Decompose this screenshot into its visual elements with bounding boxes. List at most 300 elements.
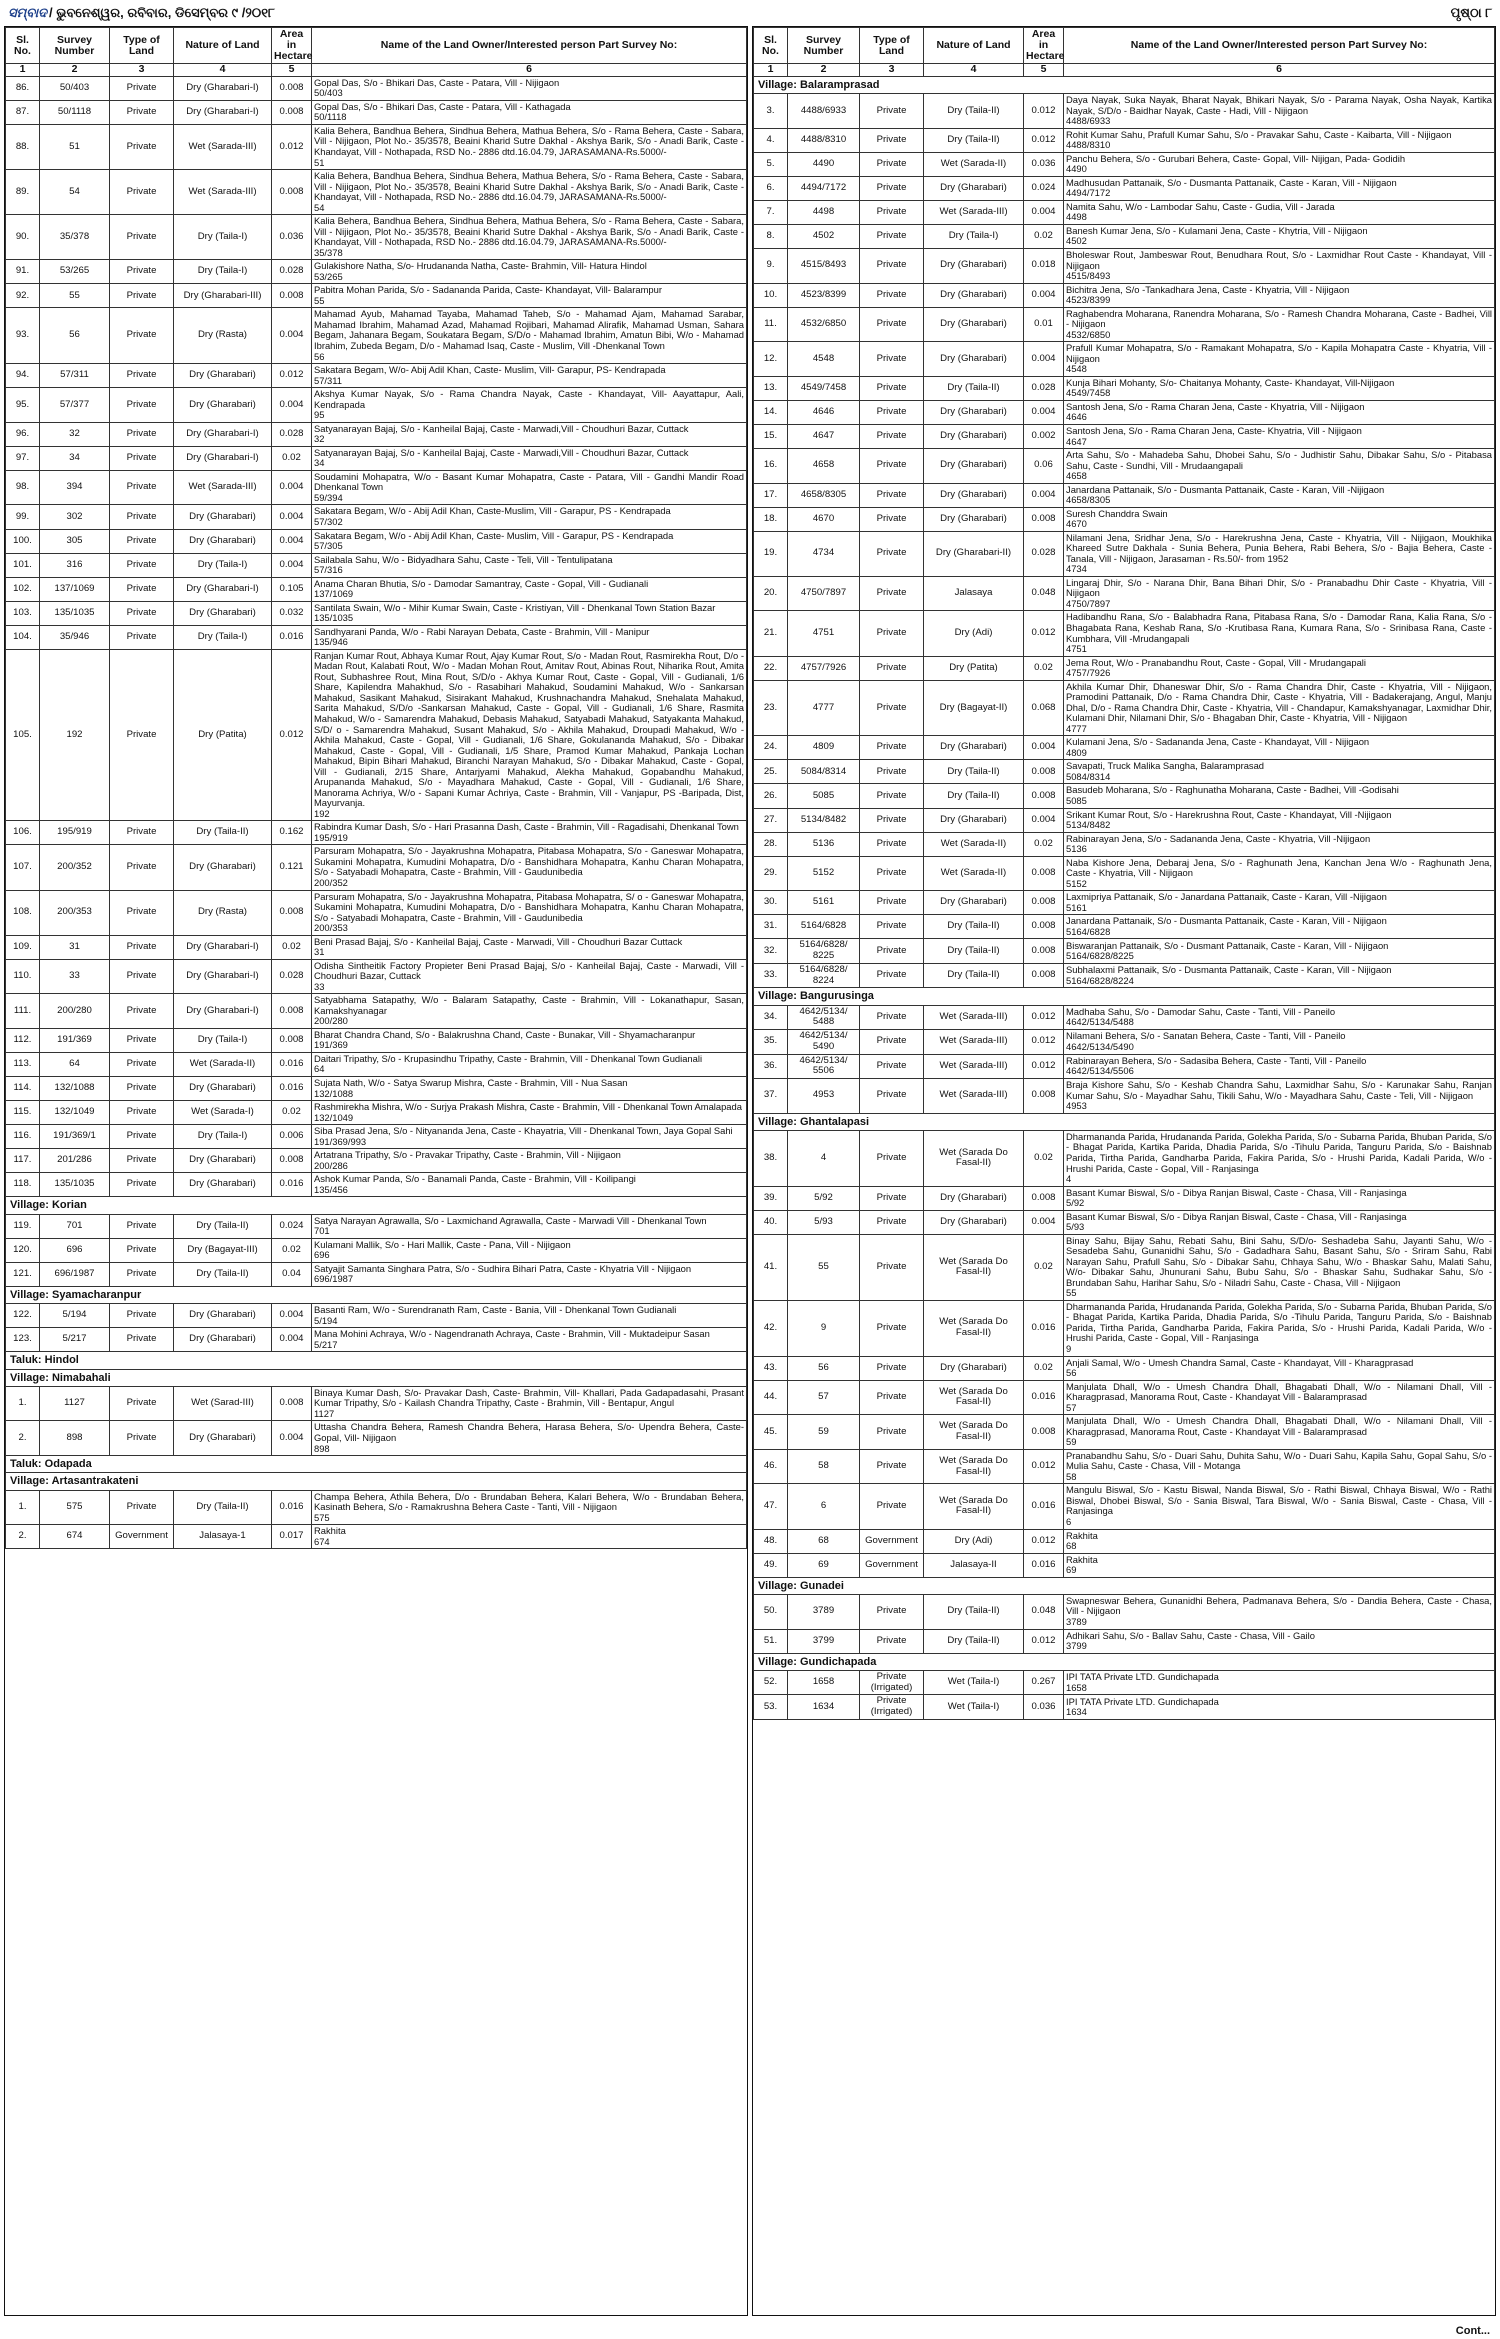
area-cell: 0.012 <box>1024 128 1064 152</box>
area-cell: 0.028 <box>272 959 312 994</box>
type-cell: Private <box>860 939 924 963</box>
area-cell: 0.02 <box>272 1238 312 1262</box>
survey-cell: 1127 <box>40 1386 110 1421</box>
area-cell: 0.008 <box>272 170 312 215</box>
area-cell: 0.02 <box>1024 1130 1064 1186</box>
right-column <box>752 26 1496 2316</box>
nature-cell: Dry (Taila-I) <box>924 224 1024 248</box>
part-survey-number: 5136 <box>1066 843 1087 855</box>
owner-name: Rakhita <box>1066 1529 1098 1541</box>
survey-cell: 4642/5134/ 5490 <box>788 1030 860 1054</box>
part-survey-number: 69 <box>1066 1564 1077 1576</box>
part-survey-number: 4532/6850 <box>1066 328 1111 340</box>
owner-cell <box>312 422 747 446</box>
type-cell: Private <box>860 342 924 377</box>
area-cell: 0.004 <box>272 388 312 423</box>
owner-name: Akhila Kumar Dhir, Dhaneswar Dhir, S/o - Rama Chandra Dhir, Caste - Khyatria, Vill - Nijigaon, Pramodini Pattanaik, D/o - Rama Chandra Dhir, Caste - Khyatria, Vill - Badakerajang, Angul, Manju Dhal, D/o - Rama Chandra Dhir, Caste - Khyatria, Vill - Chandapur, Kamakshyanagar, Laxmidhar Dhir, Kulamani Dhir, Nilamani Dhir, S/o - Bhagaban Dhir, Caste - Khyatria, Vill - Nijigaon <box>1066 680 1492 724</box>
type-cell: Private <box>860 1594 924 1629</box>
area-cell: 0.012 <box>1024 1005 1064 1029</box>
owner-cell <box>312 1149 747 1173</box>
part-survey-number: 5084/8314 <box>1066 770 1111 782</box>
nature-cell: Wet (Sarada Do Fasal-II) <box>924 1380 1024 1415</box>
section-heading: Village: Bangurusinga <box>754 988 1495 1005</box>
owner-cell <box>312 1101 747 1125</box>
survey-cell: 64 <box>40 1052 110 1076</box>
part-survey-number: 200/352 <box>314 876 348 888</box>
table-row <box>754 1356 1495 1380</box>
area-cell: 0.016 <box>272 1052 312 1076</box>
type-cell: Private <box>110 124 174 169</box>
area-cell: 0.004 <box>272 1304 312 1328</box>
header-type: Type of Land <box>860 28 924 64</box>
sl-cell: 94. <box>6 364 40 388</box>
sl-cell: 36. <box>754 1054 788 1078</box>
col-num: 3 <box>110 64 174 77</box>
owner-name: Madhaba Sahu, S/o - Damodar Sahu, Caste - Tanti, Vill - Paneilo <box>1066 1005 1336 1017</box>
page-header <box>8 2 1492 24</box>
nature-cell: Wet (Sarada-II) <box>174 1052 272 1076</box>
owner-name: Anjali Samal, W/o - Umesh Chandra Samal, Caste - Khandayat, Vill - Kharagprasad <box>1066 1356 1414 1368</box>
area-cell: 0.04 <box>272 1262 312 1286</box>
nature-cell: Dry (Taila-II) <box>174 1262 272 1286</box>
nature-cell: Dry (Taila-II) <box>924 128 1024 152</box>
type-cell: Private <box>110 284 174 308</box>
part-survey-number: 5164/6828/8224 <box>1066 974 1134 986</box>
part-survey-number: 57/316 <box>314 564 343 576</box>
owner-name: Madhusudan Pattanaik, S/o - Dusmanta Pattanaik, Caste - Karan, Vill - Nijigaon <box>1066 176 1397 188</box>
section-heading-row <box>6 1473 747 1490</box>
owner-name: Banesh Kumar Jena, S/o - Kulamani Jena, Caste - Khytria, Vill - Nijigaon <box>1066 224 1368 236</box>
survey-cell: 5/194 <box>40 1304 110 1328</box>
owner-name: Rabinarayan Jena, S/o - Sadananda Jena, Caste - Khyatria, Vill -Nijigaon <box>1066 832 1371 844</box>
sl-cell: 87. <box>6 100 40 124</box>
type-cell: Private <box>110 1238 174 1262</box>
area-cell: 0.028 <box>1024 531 1064 576</box>
owner-name: Ranjan Kumar Rout, Abhaya Kumar Rout, Ajay Kumar Rout, S/o - Madan Rout, Rasmirekha Rout, D/o - Madan Rout, Kalabati Rout, W/o - Madan Mohan Rout, Amitav Rout, Abinas Rout, Niharika Rout, Amita Rout, Subhashree Rout, Mina Rout, S/D/o - Akhya Kumar Rout, Caste - Gopal, Vill - Gudianali, 1/6 Share, Kapilendra Mahakhud, S/o - Rasabihari Mahakud, Soudamini Mahakud, W/o - Sankarsan Mahakud, Sasikant Mahakud, Sisirakant Mahakud, Krushnachandra Mahakud, Snehalata Mahakud, Sarita Mahakud, S/D/o -Sankarsan Mahakud, Caste - Gopal, Vill - Gudianali, 1/6 Share, Rasmita Mahakud, W/o - Samarendra Mahakud, Debasis Mahakud, Satyabadi Mahakud, Satyakanta Mahakud, S/D/ o - Samarendra Mahakud, Susant Mahakud, S/o - Akhila Mahakud, Droupadi Mahakud, W/o - Akhila Mahakud, Caste - Gopal, Vill - Gudianali, 1/6 Share, Gokulananda Mahakud, S/o - Dibakar Mahakud, Caste - Gopal, Vill - Gudianali, 1/5 Share, Pramod Kumar Mahakud, Pankaja Lochan Mahakud, Bipin Bihari Mahakud, Biranchi Narayan Mahakud, S/o - Dibakar Mahakud, Caste - Gopal, Vill - Gudianali, 2/15 Share, Antarjyami Mahakud, Alekha Mahakud, Gopabandhu Mahakud, Arupananda Mahakud, S/o - Mayadhara Mahakud, Caste - Gopal, Vill - Gudianali, 1/6 Share, Manorama Achriya, W/o - Sapani Kumar Achriya, Caste - Brahmin, Vill - Vanjapur, PS -Baripada, Dist, Mayurvanja. <box>314 649 744 809</box>
part-survey-number: 132/1088 <box>314 1087 354 1099</box>
part-survey-number: 33 <box>314 980 325 992</box>
owner-cell <box>312 1490 747 1525</box>
survey-cell: 4750/7897 <box>788 576 860 611</box>
owner-name: Manjulata Dhall, W/o - Umesh Chandra Dhall, Bhagabati Dhall, W/o - Nilamani Dhall, Vill - Kharagprasad, Manorama Rout, Caste - Khandayat Vill - Balaramprasad <box>1066 1380 1492 1403</box>
part-survey-number: 4658 <box>1066 470 1087 482</box>
sl-cell: 105. <box>6 649 40 821</box>
table-row <box>6 649 747 821</box>
owner-cell <box>312 446 747 470</box>
area-cell: 0.267 <box>1024 1670 1064 1694</box>
part-survey-number: 4647 <box>1066 435 1087 447</box>
survey-cell: 4646 <box>788 400 860 424</box>
sl-cell: 38. <box>754 1130 788 1186</box>
sl-cell: 43. <box>754 1356 788 1380</box>
sl-cell: 110. <box>6 959 40 994</box>
part-survey-number: 191/369/993 <box>314 1135 367 1147</box>
owner-name: IPI TATA Private LTD. Gundichapada <box>1066 1695 1219 1707</box>
owner-cell <box>1064 1186 1495 1210</box>
owner-cell <box>1064 1030 1495 1054</box>
nature-cell: Dry (Taila-II) <box>924 784 1024 808</box>
table-row <box>754 424 1495 448</box>
type-cell: Private <box>110 1125 174 1149</box>
survey-cell: 50/403 <box>40 76 110 100</box>
part-survey-number: 5161 <box>1066 901 1087 913</box>
sl-cell: 39. <box>754 1186 788 1210</box>
type-cell: Private <box>860 760 924 784</box>
section-heading: Village: Syamacharanpur <box>6 1286 747 1303</box>
owner-cell <box>1064 1629 1495 1653</box>
survey-cell: 4490 <box>788 152 860 176</box>
table-row <box>754 1380 1495 1415</box>
area-cell: 0.016 <box>272 1490 312 1525</box>
part-survey-number: 4809 <box>1066 746 1087 758</box>
part-survey-number: 57 <box>1066 1401 1077 1413</box>
owner-name: Jema Rout, W/o - Pranabandhu Rout, Caste - Gopal, Vill - Mrudangapali <box>1066 656 1366 668</box>
sl-cell: 122. <box>6 1304 40 1328</box>
page-number: ପୃଷ୍ଠା ୮ <box>1450 5 1492 20</box>
sl-cell: 3. <box>754 94 788 129</box>
table-row <box>6 959 747 994</box>
nature-cell: Dry (Taila-II) <box>924 963 1024 987</box>
owner-cell <box>1064 531 1495 576</box>
part-survey-number: 701 <box>314 1225 330 1237</box>
area-cell: 0.016 <box>1024 1553 1064 1577</box>
table-row <box>6 308 747 364</box>
header-name: Name of the Land Owner/Interested person Part Survey No: <box>312 28 747 64</box>
part-survey-number: 32 <box>314 433 325 445</box>
area-cell: 0.036 <box>272 215 312 260</box>
survey-cell: 5/217 <box>40 1328 110 1352</box>
type-cell: Private <box>860 576 924 611</box>
nature-cell: Wet (Sarada-III) <box>174 170 272 215</box>
survey-cell: 57/377 <box>40 388 110 423</box>
area-cell: 0.012 <box>272 649 312 821</box>
survey-cell: 195/919 <box>40 821 110 845</box>
part-survey-number: 200/286 <box>314 1159 348 1171</box>
type-cell: Government <box>860 1553 924 1577</box>
table-row <box>754 483 1495 507</box>
nature-cell: Dry (Patita) <box>924 656 1024 680</box>
nature-cell: Jalasaya-1 <box>174 1525 272 1549</box>
survey-cell: 696/1987 <box>40 1262 110 1286</box>
column-number-row <box>754 64 1495 77</box>
table-row <box>754 963 1495 987</box>
survey-cell: 135/1035 <box>40 601 110 625</box>
owner-name: Binaya Kumar Dash, S/o- Pravakar Dash, Caste- Brahmin, Vill- Khallari, Pada Gadapadasahi, Prasant Kumar Tripathy, S/o - Kailash Chandra Tripathy, Caste - Brahmin, Vill - Bentapur, Angul <box>314 1386 744 1409</box>
survey-cell: 5161 <box>788 891 860 915</box>
owner-name: Rakhita <box>1066 1553 1098 1565</box>
owner-cell <box>1064 1356 1495 1380</box>
table-row <box>6 170 747 215</box>
table-row <box>754 307 1495 342</box>
type-cell: Private <box>860 531 924 576</box>
sl-cell: 112. <box>6 1028 40 1052</box>
part-survey-number: 56 <box>1066 1367 1077 1379</box>
sl-cell: 14. <box>754 400 788 424</box>
owner-cell <box>312 284 747 308</box>
owner-cell <box>312 959 747 994</box>
part-survey-number: 4523/8399 <box>1066 294 1111 306</box>
table-row <box>754 1670 1495 1694</box>
sl-cell: 32. <box>754 939 788 963</box>
nature-cell: Dry (Bagayat-II) <box>924 680 1024 736</box>
sl-cell: 7. <box>754 200 788 224</box>
area-cell: 0.02 <box>1024 1234 1064 1300</box>
area-cell: 0.004 <box>272 553 312 577</box>
col-num: 3 <box>860 64 924 77</box>
type-cell: Private <box>860 1234 924 1300</box>
part-survey-number: 4515/8493 <box>1066 270 1111 282</box>
survey-cell: 3799 <box>788 1629 860 1653</box>
part-survey-number: 4490 <box>1066 163 1087 175</box>
area-cell: 0.004 <box>272 505 312 529</box>
type-cell: Private <box>110 446 174 470</box>
type-cell: Government <box>110 1525 174 1549</box>
survey-cell: 200/280 <box>40 994 110 1029</box>
type-cell: Private <box>110 170 174 215</box>
survey-cell: 316 <box>40 553 110 577</box>
sl-cell: 44. <box>754 1380 788 1415</box>
section-heading-row <box>6 1286 747 1303</box>
nature-cell: Dry (Gharabari-III) <box>174 284 272 308</box>
part-survey-number: 135/1035 <box>314 612 354 624</box>
part-survey-number: 696 <box>314 1249 330 1261</box>
table-row <box>754 611 1495 656</box>
nature-cell: Wet (Sarada Do Fasal-II) <box>924 1449 1024 1484</box>
owner-cell <box>312 215 747 260</box>
sl-cell: 117. <box>6 1149 40 1173</box>
part-survey-number: 5164/6828 <box>1066 925 1111 937</box>
area-cell: 0.004 <box>1024 200 1064 224</box>
part-survey-number: 135/946 <box>314 636 348 648</box>
owner-name: Parsuram Mohapatra, S/o - Jayakrushna Mohapatra, Pitabasa Mohapatra, S/ o - Ganeswar Mohapatra, Sukamini Mohapatra, Kumudini Mohapatra, D/o - Banshidhara Mohapatra, Kanhu Charan Mohapatra, S/o - Satyabadi Mohapatra, Caste - Brahmin, Vill - Gaudunibedia <box>314 890 744 923</box>
survey-cell: 4658/8305 <box>788 483 860 507</box>
nature-cell: Wet (Sarad-III) <box>174 1386 272 1421</box>
owner-name: Rabinarayan Behera, S/o - Sadasiba Behera, Caste - Tanti, Vill - Paneilo <box>1066 1054 1367 1066</box>
area-cell: 0.121 <box>272 845 312 890</box>
part-survey-number: 898 <box>314 1442 330 1454</box>
type-cell: Government <box>860 1529 924 1553</box>
type-cell: Private <box>860 1380 924 1415</box>
nature-cell: Dry (Bagayat-III) <box>174 1238 272 1262</box>
type-cell: Private <box>860 376 924 400</box>
nature-cell: Dry (Gharabari) <box>924 176 1024 200</box>
nature-cell: Dry (Gharabari) <box>924 891 1024 915</box>
part-survey-number: 200/353 <box>314 922 348 934</box>
sl-cell: 31. <box>754 915 788 939</box>
type-cell: Private <box>110 890 174 935</box>
part-survey-number: 3799 <box>1066 1640 1087 1652</box>
type-cell: Private <box>860 200 924 224</box>
survey-cell: 1634 <box>788 1695 860 1719</box>
col-num: 5 <box>1024 64 1064 77</box>
owner-name: Nilamani Jena, Sridhar Jena, S/o - Harekrushna Jena, Caste - Khyatria, Vill - Nijigaon, Moukhika Khareed Sutre Dakhala - Sunia Behera, Punia Behera, Rabi Behera, S/o - Bajia Behera, Caste - Tanala, Vill - Nijigaon, Jarasaman - Rs.50/- from 1952 <box>1066 531 1492 564</box>
sl-cell: 90. <box>6 215 40 260</box>
header-survey: Survey Number <box>40 28 110 64</box>
header-area: Area in Hectare <box>1024 28 1064 64</box>
owner-name: Parsuram Mohapatra, S/o - Jayakrushna Mohapatra, Pitabasa Mohapatra, S/o - Ganeswar Mohapatra, Sukamini Mohapatra, Kumudini Mohapatra, D/o - Banshidhara Mohapatra, Kanhu Charan Mohapatra, S/o - Satyabadi Mohapatra, Caste - Brahmin, Vill - Gaudunibedia <box>314 845 744 878</box>
survey-cell: 701 <box>40 1214 110 1238</box>
table-row <box>6 1262 747 1286</box>
area-cell: 0.004 <box>1024 400 1064 424</box>
survey-cell: 35/946 <box>40 625 110 649</box>
type-cell: Private <box>110 1304 174 1328</box>
type-cell: Private <box>110 935 174 959</box>
table-row <box>6 1052 747 1076</box>
part-survey-number: 674 <box>314 1535 330 1547</box>
sl-cell: 52. <box>754 1670 788 1694</box>
owner-cell <box>1064 307 1495 342</box>
owner-name: Satyanarayan Bajaj, S/o - Kanheilal Bajaj, Caste - Marwadi,Vill - Choudhuri Bazar, Cuttack <box>314 446 689 458</box>
sl-cell: 49. <box>754 1553 788 1577</box>
area-cell: 0.008 <box>1024 507 1064 531</box>
part-survey-number: 4642/5134/5488 <box>1066 1016 1134 1028</box>
survey-cell: 132/1049 <box>40 1101 110 1125</box>
owner-cell <box>1064 784 1495 808</box>
nature-cell: Dry (Gharabari) <box>174 1077 272 1101</box>
owner-name: Daya Nayak, Suka Nayak, Bharat Nayak, Bhikari Nayak, S/o - Parama Nayak, Osha Nayak, Kartika Nayak, S/D/o - Baidhar Nayak, Caste - Hadi, Vill - Nijigaon <box>1066 94 1492 116</box>
owner-cell <box>1064 760 1495 784</box>
table-row <box>6 601 747 625</box>
area-cell: 0.006 <box>272 1125 312 1149</box>
owner-name: Sailabala Sahu, W/o - Bidyadhara Sahu, Caste - Teli, Vill - Tentulipatana <box>314 553 613 565</box>
owner-cell <box>312 1028 747 1052</box>
owner-name: Laxmipriya Pattanaik, S/o - Janardana Pattanaik, Caste - Karan, Vill -Nijigaon <box>1066 891 1387 903</box>
owner-cell <box>312 625 747 649</box>
table-row <box>6 1238 747 1262</box>
sl-cell: 92. <box>6 284 40 308</box>
survey-cell: 4488/6933 <box>788 94 860 129</box>
area-cell: 0.012 <box>272 124 312 169</box>
table-row <box>754 1030 1495 1054</box>
area-cell: 0.004 <box>1024 736 1064 760</box>
survey-cell: 57 <box>788 1380 860 1415</box>
area-cell: 0.008 <box>1024 891 1064 915</box>
type-cell: Private <box>860 1005 924 1029</box>
owner-name: Kalia Behera, Bandhua Behera, Sindhua Behera, Mathua Behera, S/o - Rama Behera, Caste - Sabara, Vill - Nijigaon, Plot No.- 35/3578, Beaini Kharid Sutre Dakhal - Akshya Barik, S/o - Anadi Barik, Caste - Khandayat, Vill - Nothapada, RSD No.- 2886 dtd.16.04.79, JARASAMANA-Rs.5000/- <box>314 124 744 157</box>
owner-name: Kunja Bihari Mohanty, S/o- Chaitanya Mohanty, Caste- Khandayat, Vill-Nijigaon <box>1066 376 1395 388</box>
owner-cell <box>312 470 747 505</box>
part-survey-number: 55 <box>1066 1287 1077 1299</box>
table-row <box>6 1125 747 1149</box>
land-table-left <box>5 27 747 1549</box>
table-row <box>6 260 747 284</box>
type-cell: Private <box>110 577 174 601</box>
table-row <box>754 1529 1495 1553</box>
sl-cell: 13. <box>754 376 788 400</box>
table-row <box>754 1079 1495 1114</box>
owner-cell <box>1064 249 1495 284</box>
area-cell: 0.06 <box>1024 449 1064 484</box>
sl-cell: 5. <box>754 152 788 176</box>
owner-cell <box>1064 1130 1495 1186</box>
table-row <box>6 422 747 446</box>
owner-cell <box>1064 1079 1495 1114</box>
survey-cell: 51 <box>40 124 110 169</box>
owner-name: Dharmananda Parida, Hrudananda Parida, Golekha Parida, S/o - Subarna Parida, Bhuban Parida, S/o - Bhagat Parida, Kartika Parida, Dhadia Parida, S/o -Tihulu Parida, Tanguru Parida, S/o - Baishnab Parida, Tirtha Parida, Gandharba Parida, Fakira Parida, S/o - Hrushi Parida, Kadali Parida, W/o - Hrushi Parida, Caste - Gopal, Vill - Ranjasinga <box>1066 1300 1492 1344</box>
owner-name: Santosh Jena, S/o - Rama Charan Jena, Caste - Khyatria, Vill - Nijigaon <box>1066 400 1365 412</box>
table-row <box>754 1054 1495 1078</box>
type-cell: Private <box>860 1030 924 1054</box>
owner-cell <box>312 1052 747 1076</box>
owner-cell <box>1064 449 1495 484</box>
sl-cell: 22. <box>754 656 788 680</box>
table-row <box>6 505 747 529</box>
area-cell: 0.008 <box>1024 963 1064 987</box>
sl-cell: 104. <box>6 625 40 649</box>
owner-name: Subhalaxmi Pattanaik, S/o - Dusmanta Pattanaik, Caste - Karan, Vill - Nijigaon <box>1066 964 1392 976</box>
col-num: 1 <box>754 64 788 77</box>
table-row <box>754 1629 1495 1653</box>
owner-cell <box>1064 1300 1495 1356</box>
owner-cell <box>1064 94 1495 129</box>
owner-name: Savapati, Truck Malika Sangha, Balaramprasad <box>1066 760 1265 772</box>
owner-cell <box>1064 200 1495 224</box>
part-survey-number: 51 <box>314 156 325 168</box>
owner-cell <box>312 577 747 601</box>
survey-cell: 4494/7172 <box>788 176 860 200</box>
owner-name: Pranabandhu Sahu, S/o - Duari Sahu, Duhita Sahu, W/o - Duari Sahu, Kapila Sahu, Gopal Sahu, S/o - Mulia Sahu, Caste - Chasa, Vill - Motanga <box>1066 1449 1492 1472</box>
nature-cell: Dry (Gharabari) <box>924 507 1024 531</box>
area-cell: 0.008 <box>1024 1079 1064 1114</box>
part-survey-number: 4750/7897 <box>1066 597 1111 609</box>
owner-name: Sandhyarani Panda, W/o - Rabi Narayan Debata, Caste - Brahmin, Vill - Manipur <box>314 625 650 637</box>
survey-cell: 31 <box>40 935 110 959</box>
owner-cell <box>1064 1553 1495 1577</box>
owner-cell <box>312 821 747 845</box>
part-survey-number: 4 <box>1066 1173 1072 1185</box>
type-cell: Private (Irrigated) <box>860 1670 924 1694</box>
table-row <box>6 1386 747 1421</box>
area-cell: 0.012 <box>272 364 312 388</box>
owner-cell <box>312 505 747 529</box>
sl-cell: 2. <box>6 1421 40 1456</box>
owner-name: Soudamini Mohapatra, W/o - Basant Kumar Mohapatra, Caste - Patara, Vill - Gandhi Mandir Road Dhenkanal Town <box>314 470 744 493</box>
owner-cell <box>312 364 747 388</box>
sl-cell: 47. <box>754 1484 788 1529</box>
part-survey-number: 4488/8310 <box>1066 139 1111 151</box>
area-cell: 0.008 <box>1024 856 1064 891</box>
table-row <box>754 1005 1495 1029</box>
nature-cell: Wet (Taila-I) <box>924 1670 1024 1694</box>
type-cell: Private <box>860 400 924 424</box>
table-row <box>6 1173 747 1197</box>
owner-cell <box>1064 1234 1495 1300</box>
area-cell: 0.012 <box>1024 1030 1064 1054</box>
part-survey-number: 6 <box>1066 1515 1072 1527</box>
owner-cell <box>1064 1210 1495 1234</box>
part-survey-number: 50/403 <box>314 87 343 99</box>
owner-cell <box>1064 1670 1495 1694</box>
survey-cell: 35/378 <box>40 215 110 260</box>
table-row <box>754 283 1495 307</box>
owner-name: Kulamani Mallik, S/o - Hari Mallik, Caste - Pana, Vill - Nijigaon <box>314 1238 571 1250</box>
sl-cell: 25. <box>754 760 788 784</box>
type-cell: Private <box>110 1262 174 1286</box>
table-row <box>6 76 747 100</box>
owner-cell <box>312 994 747 1029</box>
owner-name: Nilamani Behera, S/o - Sanatan Behera, Caste - Tanti, Vill - Paneilo <box>1066 1030 1346 1042</box>
survey-cell: 57/311 <box>40 364 110 388</box>
owner-cell <box>1064 736 1495 760</box>
header-sl: Sl. No. <box>754 28 788 64</box>
table-row <box>754 249 1495 284</box>
col-num: 6 <box>1064 64 1495 77</box>
sl-cell: 8. <box>754 224 788 248</box>
nature-cell: Dry (Gharabari) <box>174 364 272 388</box>
survey-cell: 58 <box>788 1449 860 1484</box>
type-cell: Private <box>860 1186 924 1210</box>
nature-cell: Dry (Gharabari-II) <box>924 531 1024 576</box>
